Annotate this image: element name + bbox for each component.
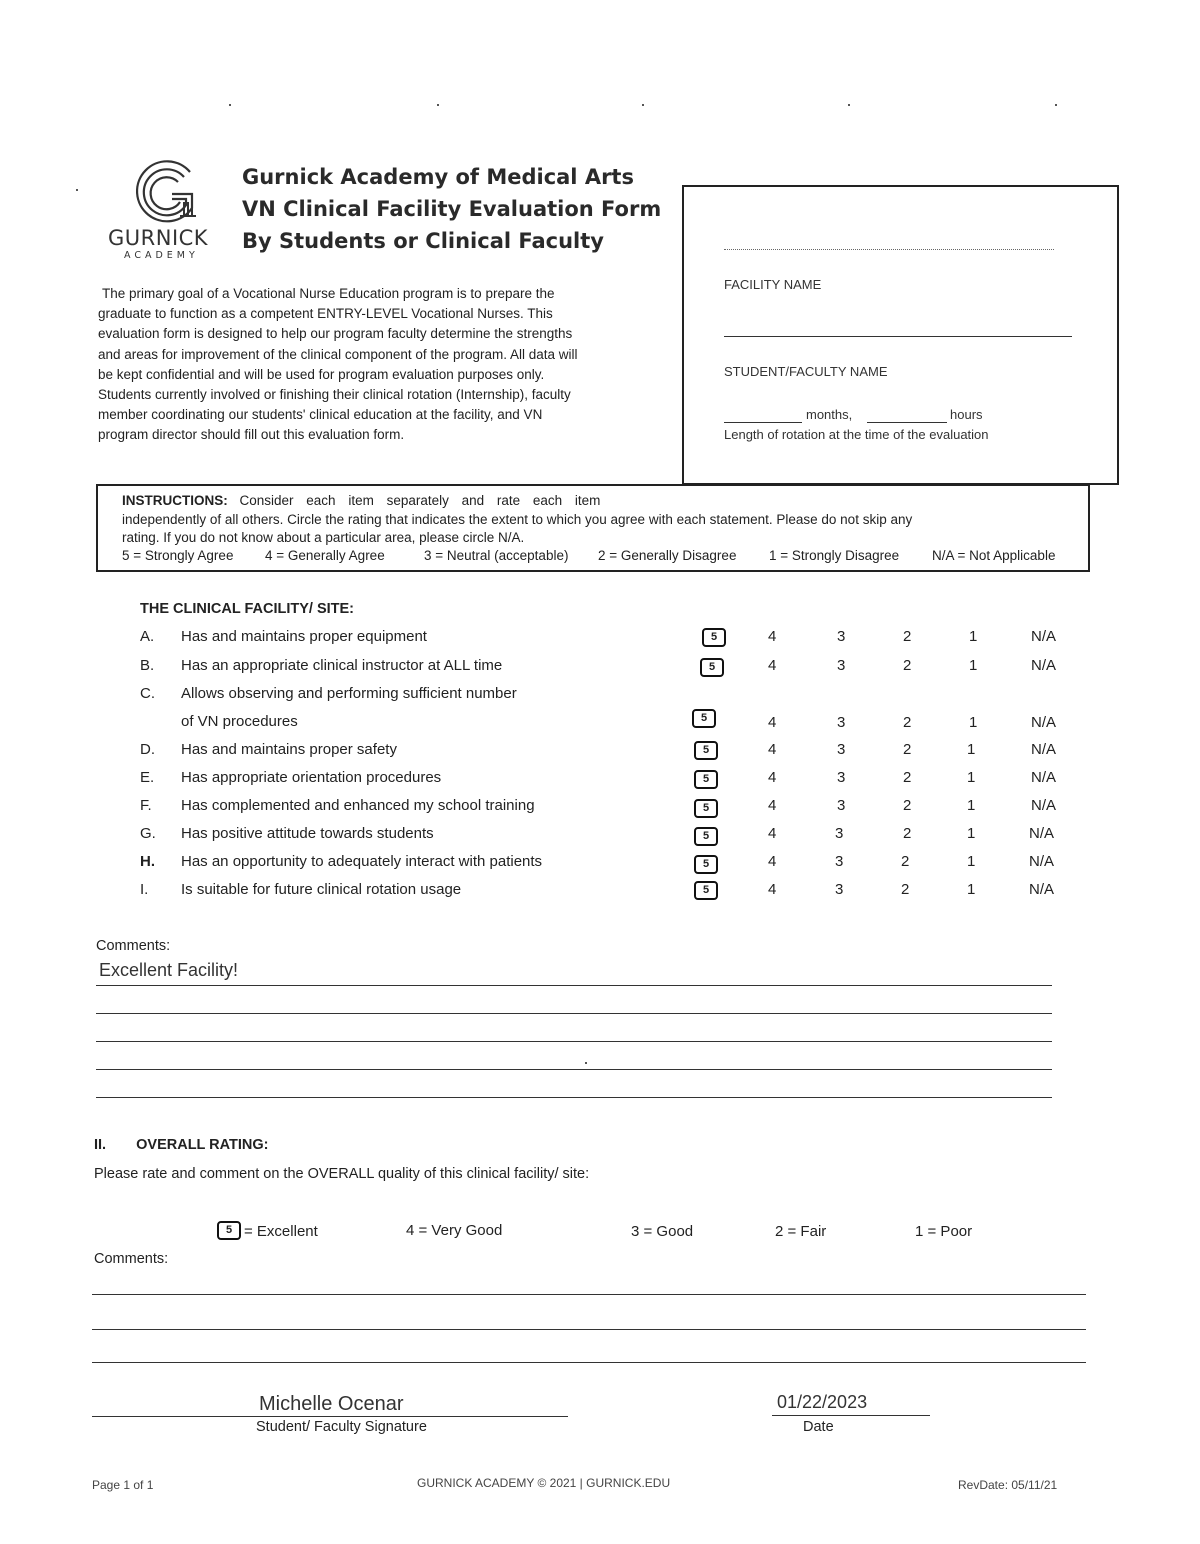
instructions-line-1: [122, 492, 600, 511]
scan-speck: [1055, 104, 1057, 106]
rating-2[interactable]: 2: [903, 628, 912, 645]
scale-2: 2 = Generally Disagree: [598, 548, 737, 563]
rating-1[interactable]: 1: [969, 657, 978, 674]
intro-line: and areas for improvement of the clinical component of the program. All data will: [98, 346, 578, 362]
instructions-label: INSTRUCTIONS:: [122, 493, 228, 508]
rating-na[interactable]: N/A: [1031, 714, 1057, 731]
scan-speck: [437, 104, 439, 106]
rating-item-a: [0, 628, 1200, 652]
rating-2[interactable]: 2: [901, 853, 910, 870]
item-text: Has appropriate orientation procedures: [181, 769, 442, 786]
rating-1[interactable]: 1: [967, 881, 976, 898]
rating-na[interactable]: N/A: [1031, 797, 1057, 814]
overall-rating-options: [0, 1220, 1200, 1244]
logo-subtitle: ACADEMY: [124, 250, 199, 261]
rating-item-f: [0, 797, 1200, 821]
signature-line: [92, 1416, 568, 1417]
date-label: Date: [803, 1419, 834, 1435]
overall-option-poor[interactable]: 1 = Poor: [915, 1223, 973, 1240]
rating-scale-legend: [122, 547, 1077, 567]
rating-4[interactable]: 4: [768, 881, 777, 898]
signature-value[interactable]: Michelle Ocenar: [259, 1393, 404, 1415]
overall-comment-line: [92, 1329, 1086, 1330]
item-text: Is suitable for future clinical rotation usage: [181, 881, 462, 898]
item-letter: B.: [140, 657, 155, 674]
section-2-title: OVERALL RATING:: [136, 1137, 269, 1153]
rating-na[interactable]: N/A: [1029, 853, 1055, 870]
item-text: Has complemented and enhanced my school training: [181, 797, 535, 814]
comment-line: [96, 1013, 1052, 1014]
rating-4[interactable]: 4: [768, 628, 777, 645]
intro-line: Students currently involved or finishing their clinical rotation (Internship), faculty: [98, 387, 571, 403]
overall-option-very-good[interactable]: 4 = Very Good: [406, 1222, 503, 1239]
hours-label: hours: [950, 407, 983, 422]
date-line: [772, 1415, 930, 1416]
gurnick-logo: [106, 158, 226, 264]
facility-name-label: FACILITY NAME: [724, 277, 822, 292]
rating-4[interactable]: 4: [768, 825, 777, 842]
facility-info-box: [682, 185, 1119, 485]
rating-4[interactable]: 4: [768, 797, 777, 814]
overall-comment-line: [92, 1362, 1086, 1363]
rating-1[interactable]: 1: [969, 628, 978, 645]
rating-4[interactable]: 4: [768, 741, 777, 758]
rating-5-selected[interactable]: 5: [692, 709, 716, 728]
scale-5: 5 = Strongly Agree: [122, 548, 234, 563]
scan-speck: [585, 1062, 587, 1064]
item-letter: E.: [140, 769, 155, 786]
rating-4[interactable]: 4: [768, 714, 777, 731]
intro-line: be kept confidential and will be used for program evaluation purposes only.: [98, 366, 545, 382]
rating-5-selected[interactable]: 5: [694, 827, 718, 846]
footer-revdate: RevDate: 05/11/21: [958, 1478, 1058, 1492]
section-2-number: II.: [94, 1137, 107, 1153]
rotation-length-label: Length of rotation at the time of the evaluation: [724, 427, 989, 442]
rating-1[interactable]: 1: [967, 797, 976, 814]
intro-line: graduate to function as a competent ENTRY-LEVEL Vocational Nurses. This: [98, 306, 553, 322]
overall-rating-5-selected[interactable]: 5: [217, 1221, 241, 1240]
overall-option-fair[interactable]: 2 = Fair: [775, 1223, 827, 1240]
comments-label: Comments:: [96, 938, 171, 954]
months-field[interactable]: [724, 422, 802, 423]
comment-line: [96, 985, 1052, 986]
rating-item-c: [0, 685, 1200, 737]
item-text: Allows observing and performing sufficient number: [181, 685, 517, 702]
overall-option-good[interactable]: 3 = Good: [631, 1223, 694, 1240]
item-text-continued: of VN procedures: [181, 713, 298, 730]
hours-field[interactable]: [867, 422, 947, 423]
rating-5-selected[interactable]: 5: [694, 855, 718, 874]
months-label: months,: [806, 407, 853, 422]
logo-wordmark: GURNICK: [108, 226, 209, 250]
student-name-label: STUDENT/FACULTY NAME: [724, 364, 888, 379]
rating-2[interactable]: 2: [903, 769, 912, 786]
item-text: Has an opportunity to adequately interact with patients: [181, 853, 543, 870]
comment-line: [96, 1041, 1052, 1042]
comment-line: [96, 1069, 1052, 1070]
rating-item-i: [0, 881, 1200, 905]
rating-na[interactable]: N/A: [1029, 881, 1055, 898]
rating-item-b: [0, 657, 1200, 681]
rating-5-selected[interactable]: 5: [702, 628, 726, 647]
item-letter: G.: [140, 825, 156, 842]
item-letter: F.: [140, 797, 152, 814]
form-title: [242, 165, 661, 261]
title-line-2: VN Clinical Facility Evaluation Form: [242, 197, 662, 221]
item-text: Has positive attitude towards students: [181, 825, 434, 842]
scan-speck: [848, 104, 850, 106]
signature-label: Student/ Faculty Signature: [256, 1419, 427, 1435]
rating-item-g: [0, 825, 1200, 849]
intro-line: evaluation form is designed to help our program faculty determine the strengths: [98, 326, 573, 342]
overall-comments-label: Comments:: [94, 1251, 169, 1267]
rating-3[interactable]: 3: [835, 881, 844, 898]
rating-5-selected[interactable]: 5: [694, 881, 718, 900]
scale-na: N/A = Not Applicable: [932, 548, 1056, 563]
rating-3[interactable]: 3: [837, 797, 846, 814]
rating-3[interactable]: 3: [837, 657, 846, 674]
scale-4: 4 = Generally Agree: [265, 548, 385, 563]
section-1-title: THE CLINICAL FACILITY/ SITE:: [140, 601, 355, 617]
gurnick-logo-mark-icon: [106, 158, 226, 228]
scan-speck: [76, 189, 78, 191]
rating-4[interactable]: 4: [768, 853, 777, 870]
instructions-line-2: independently of all others. Circle the rating that indicates the extent to which you agree with each statement. Please do not skip any: [122, 512, 913, 527]
overall-comment-line: [92, 1294, 1086, 1295]
rating-na[interactable]: N/A: [1031, 628, 1057, 645]
rating-item-h: [0, 853, 1200, 877]
rating-2[interactable]: 2: [903, 741, 912, 758]
scale-3: 3 = Neutral (acceptable): [424, 548, 569, 563]
rating-na[interactable]: N/A: [1031, 769, 1057, 786]
rating-3[interactable]: 3: [837, 741, 846, 758]
rating-2[interactable]: 2: [903, 714, 912, 731]
item-letter: H.: [140, 853, 155, 870]
item-letter: A.: [140, 628, 155, 645]
intro-line: program director should fill out this evaluation form.: [98, 427, 405, 443]
overall-option-excellent[interactable]: = Excellent: [244, 1223, 318, 1240]
rating-3[interactable]: 3: [837, 628, 846, 645]
rating-5-selected[interactable]: 5: [694, 799, 718, 818]
rating-1[interactable]: 1: [967, 741, 976, 758]
instructions-text: Consider each item separately and rate each item: [239, 493, 601, 508]
rating-item-e: [0, 769, 1200, 793]
instructions-box: [96, 484, 1090, 572]
rating-3[interactable]: 3: [837, 714, 846, 731]
title-line-3: By Students or Clinical Faculty: [242, 229, 604, 253]
instructions-line-3: rating. If you do not know about a particular area, please circle N/A.: [122, 530, 525, 545]
rating-1[interactable]: 1: [967, 853, 976, 870]
intro-paragraph: [98, 284, 678, 446]
item-letter: D.: [140, 741, 155, 758]
scale-1: 1 = Strongly Disagree: [769, 548, 900, 563]
section-2-heading: [94, 1137, 269, 1153]
rating-1[interactable]: 1: [969, 714, 978, 731]
student-name-line[interactable]: [724, 336, 1072, 337]
facility-name-line: [724, 249, 1054, 250]
item-text: Has and maintains proper safety: [181, 741, 397, 758]
comments-value[interactable]: Excellent Facility!: [99, 960, 239, 980]
footer-page: Page 1 of 1: [92, 1478, 154, 1492]
footer-center: GURNICK ACADEMY © 2021 | GURNICK.EDU: [417, 1476, 671, 1490]
rating-5-selected[interactable]: 5: [694, 741, 718, 760]
scan-speck: [229, 104, 231, 106]
item-text: Has and maintains proper equipment: [181, 628, 427, 645]
rating-3[interactable]: 3: [835, 825, 844, 842]
rating-5-selected[interactable]: 5: [700, 658, 724, 677]
rating-item-d: [0, 741, 1200, 765]
intro-line: member coordinating our students' clinical education at the facility, and VN: [98, 407, 543, 423]
rating-1[interactable]: 1: [967, 769, 976, 786]
rating-2[interactable]: 2: [903, 797, 912, 814]
rating-2[interactable]: 2: [903, 825, 912, 842]
rating-2[interactable]: 2: [903, 657, 912, 674]
rating-3[interactable]: 3: [837, 769, 846, 786]
date-value[interactable]: 01/22/2023: [777, 1392, 868, 1412]
rating-2[interactable]: 2: [901, 881, 910, 898]
rating-4[interactable]: 4: [768, 769, 777, 786]
rating-na[interactable]: N/A: [1029, 825, 1055, 842]
item-letter: C.: [140, 685, 155, 702]
intro-line: The primary goal of a Vocational Nurse Education program is to prepare the: [102, 286, 555, 301]
comment-line: [96, 1097, 1052, 1098]
rating-na[interactable]: N/A: [1031, 657, 1057, 674]
scan-speck: [642, 104, 644, 106]
rating-5-selected[interactable]: 5: [694, 770, 718, 789]
item-letter: I.: [140, 881, 149, 898]
rating-4[interactable]: 4: [768, 657, 777, 674]
rating-na[interactable]: N/A: [1031, 741, 1057, 758]
title-line-1: Gurnick Academy of Medical Arts: [242, 165, 634, 189]
item-text: Has an appropriate clinical instructor at ALL time: [181, 657, 503, 674]
rating-3[interactable]: 3: [835, 853, 844, 870]
overall-prompt: Please rate and comment on the OVERALL quality of this clinical facility/ site:: [94, 1166, 590, 1182]
rating-1[interactable]: 1: [967, 825, 976, 842]
